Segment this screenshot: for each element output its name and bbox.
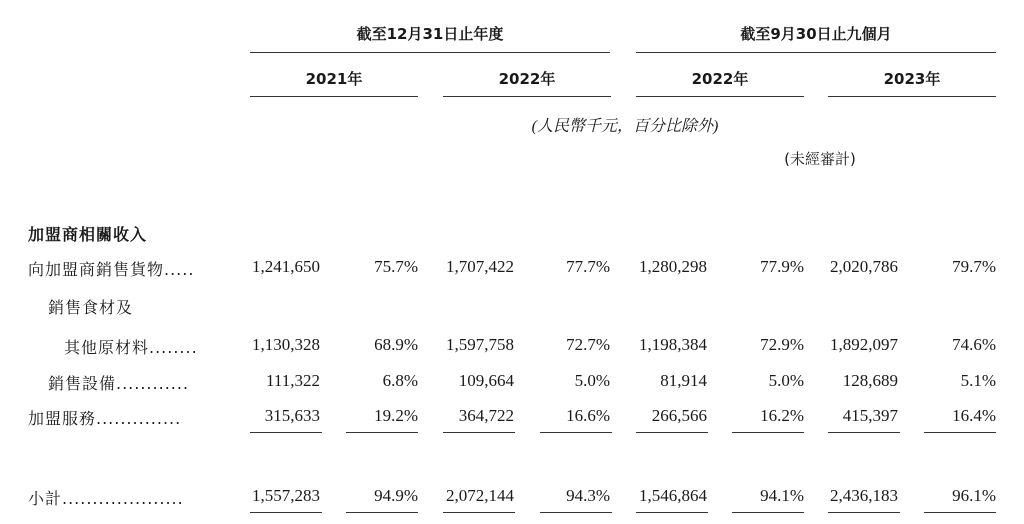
cell-amount: 111,322 (266, 371, 320, 390)
cell-percent: 19.2% (374, 406, 418, 425)
year-rule-2022b (636, 96, 804, 97)
cell-amount: 364,722 (458, 406, 514, 425)
cell-amount: 128,689 (842, 371, 898, 390)
cell-percent: 77.7% (566, 257, 610, 276)
unit-note: (人民幣千元，百分比除外) (531, 118, 719, 135)
cell-percent: 94.1% (760, 486, 804, 505)
year-rule-2023 (828, 96, 996, 97)
row-label-franchise-goods: 向加盟商銷售貨物..... (28, 260, 195, 279)
cell-percent: 96.1% (952, 486, 996, 505)
subtotal-rule (443, 512, 515, 513)
column-rule (924, 432, 996, 433)
cell-percent: 74.6% (952, 335, 996, 354)
subtotal-rule (250, 512, 322, 513)
column-rule (443, 432, 515, 433)
year-header-2022b: 2022年 (691, 70, 749, 88)
cell-amount: 2,020,786 (830, 257, 898, 276)
cell-percent: 94.3% (566, 486, 610, 505)
cell-amount: 1,198,384 (639, 335, 707, 354)
cell-percent: 72.7% (566, 335, 610, 354)
year-header-2021: 2021年 (305, 70, 363, 88)
row-label-subtotal: 小計.................... (28, 489, 184, 508)
cell-amount: 1,280,298 (639, 257, 707, 276)
year-header-2022a: 2022年 (498, 70, 556, 88)
cell-amount: 1,241,650 (252, 257, 320, 276)
cell-amount: 81,914 (660, 371, 707, 390)
row-label-food-materials-line2: 其他原材料........ (64, 338, 198, 357)
cell-percent: 5.0% (768, 371, 804, 390)
cell-amount: 109,664 (458, 371, 514, 390)
column-rule (250, 432, 322, 433)
cell-amount: 1,707,422 (446, 257, 514, 276)
unaudited-note: (未經審計) (784, 150, 856, 168)
cell-percent: 16.2% (760, 406, 804, 425)
column-rule (732, 432, 804, 433)
cell-amount: 315,633 (264, 406, 320, 425)
row-label-franchise-services: 加盟服務.............. (28, 409, 182, 428)
header-rule-year-end (250, 52, 610, 53)
subtotal-rule (828, 512, 900, 513)
cell-percent: 16.4% (952, 406, 996, 425)
year-rule-2022a (443, 96, 611, 97)
cell-amount: 1,546,864 (639, 486, 707, 505)
cell-amount: 1,557,283 (252, 486, 320, 505)
subtotal-rule (924, 512, 996, 513)
cell-percent: 68.9% (374, 335, 418, 354)
period-header-year-end: 截至12月31日止年度 (356, 25, 504, 43)
row-label-food-materials-line1: 銷售食材及 (48, 298, 134, 317)
cell-percent: 77.9% (760, 257, 804, 276)
subtotal-rule (540, 512, 612, 513)
cell-amount: 1,597,758 (446, 335, 514, 354)
column-rule (346, 432, 418, 433)
cell-amount: 1,130,328 (252, 335, 320, 354)
subtotal-rule (346, 512, 418, 513)
column-rule (828, 432, 900, 433)
cell-percent: 5.1% (960, 371, 996, 390)
section-title: 加盟商相關收入 (28, 225, 148, 244)
year-header-2023: 2023年 (883, 70, 941, 88)
year-rule-2021 (250, 96, 418, 97)
row-label-equipment: 銷售設備............ (48, 374, 190, 393)
cell-amount: 2,436,183 (830, 486, 898, 505)
column-rule (636, 432, 708, 433)
cell-percent: 79.7% (952, 257, 996, 276)
subtotal-rule (732, 512, 804, 513)
cell-amount: 415,397 (842, 406, 898, 425)
cell-percent: 5.0% (574, 371, 610, 390)
cell-percent: 72.9% (760, 335, 804, 354)
cell-percent: 6.8% (382, 371, 418, 390)
period-header-nine-months: 截至9月30日止九個月 (740, 25, 892, 43)
cell-percent: 16.6% (566, 406, 610, 425)
cell-percent: 94.9% (374, 486, 418, 505)
cell-percent: 75.7% (374, 257, 418, 276)
subtotal-rule (636, 512, 708, 513)
header-rule-nine-months (636, 52, 996, 53)
column-rule (540, 432, 612, 433)
cell-amount: 2,072,144 (446, 486, 514, 505)
cell-amount: 266,566 (651, 406, 707, 425)
cell-amount: 1,892,097 (830, 335, 898, 354)
